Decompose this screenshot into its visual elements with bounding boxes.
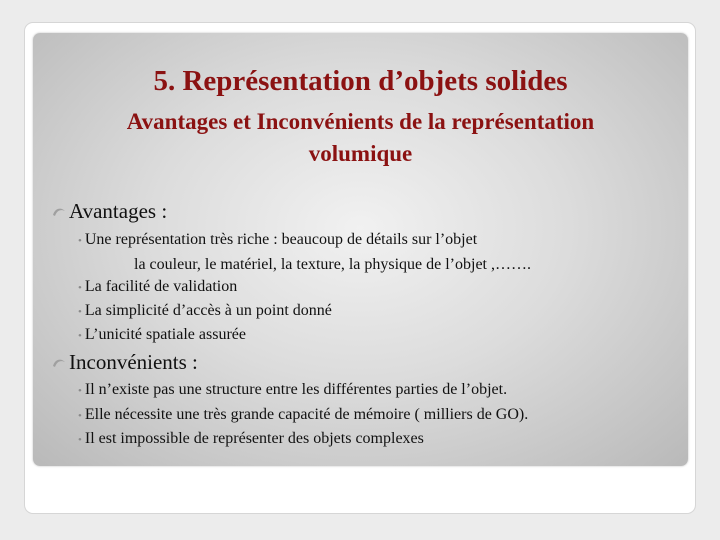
- disadvantage-item-3: [78, 429, 424, 450]
- advantage-item-1-continued: la couleur, le matériel, la texture, la physique de l’objet ,…….: [134, 256, 531, 273]
- advantage-item-2: [78, 277, 237, 298]
- dot-bullet-icon: •: [78, 385, 82, 397]
- advantages-heading-label: Avantages :: [69, 199, 168, 223]
- slide-subtitle-line1: Avantages et Inconvénients de la représentation: [126, 109, 595, 134]
- advantage-item-text: La simplicité d’accès à un point donné: [84, 302, 332, 319]
- advantage-item-4: [78, 325, 246, 346]
- dot-bullet-icon: •: [78, 235, 82, 247]
- swirl-bullet-icon: [52, 353, 66, 377]
- advantage-item-1: [78, 230, 477, 251]
- advantage-item-text: Une représentation très riche : beaucoup de détails sur l’objet: [84, 231, 478, 248]
- dot-bullet-icon: •: [78, 434, 82, 446]
- slide-subtitle-line2: volumique: [308, 141, 413, 166]
- disadvantage-item-text: Il n’existe pas une structure entre les différentes parties de l’objet.: [84, 381, 508, 398]
- dot-bullet-icon: •: [78, 306, 82, 318]
- swirl-bullet-icon: [52, 202, 66, 226]
- disadvantage-item-text: Il est impossible de représenter des objets complexes: [84, 430, 424, 447]
- disadvantage-item-text: Elle nécessite une très grande capacité de mémoire ( milliers de GO).: [84, 406, 529, 423]
- advantage-item-text: L’unicité spatiale assurée: [84, 326, 246, 343]
- disadvantages-heading: [52, 350, 198, 377]
- dot-bullet-icon: •: [78, 282, 82, 294]
- dot-bullet-icon: •: [78, 330, 82, 342]
- disadvantages-heading-label: Inconvénients :: [69, 350, 198, 374]
- slide-title: 5. Représentation d’objets solides: [153, 65, 568, 97]
- disadvantage-item-1: [78, 380, 507, 401]
- disadvantage-item-2: [78, 405, 528, 426]
- advantage-item-text: La facilité de validation: [84, 278, 238, 295]
- advantage-item-3: [78, 301, 332, 322]
- dot-bullet-icon: •: [78, 410, 82, 422]
- advantages-heading: [52, 199, 167, 226]
